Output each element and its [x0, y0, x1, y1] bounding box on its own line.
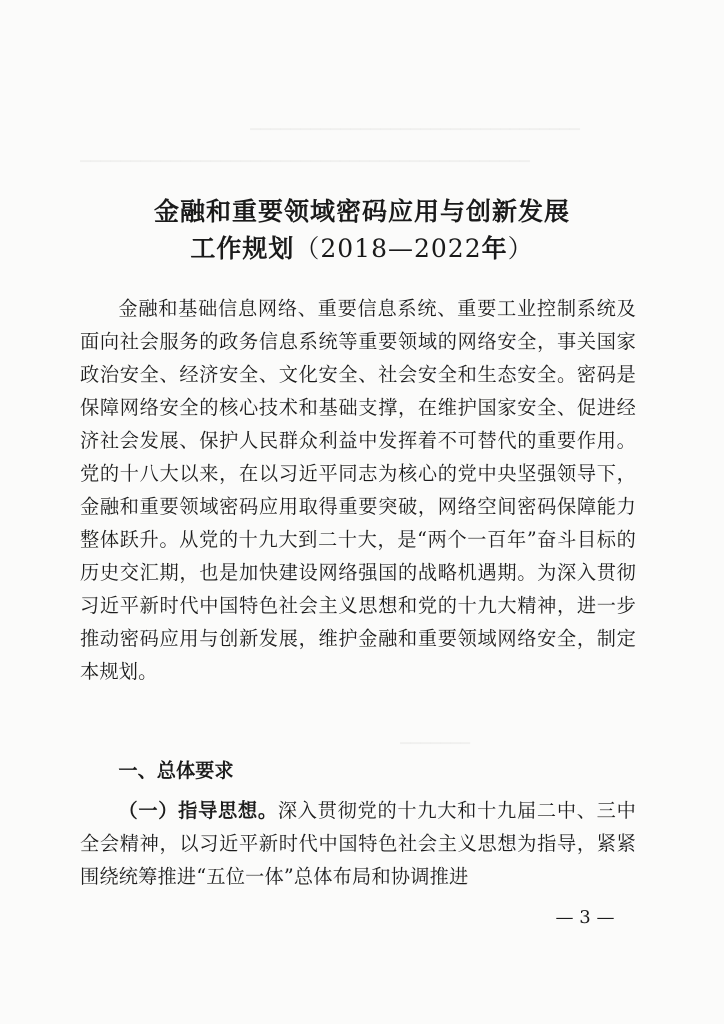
guiding-thought-lead: （一）指导思想。 [118, 799, 278, 822]
document-title-line-2 [0, 229, 724, 265]
section-heading-general-requirements: 一、总体要求 [118, 759, 234, 782]
title-text: 工作规划 [190, 234, 295, 263]
guiding-thought-paragraph [80, 794, 636, 893]
intro-paragraph: 金融和基础信息网络、重要信息系统、重要工业控制系统及面向社会服务的政务信息系统等重要领域的网络安全，事关国家政治安全、经济安全、文化安全、社会安全和生态安全。密码是保障网络安全的核心技术和基础支撑，在维护国家安全、促进经济社会发展、保护人民群众利益中发挥着不可替代的重要作用。党的十八大以来，在以习近平同志为核心的党中央坚强领导下，金融和重要领域密码应用取得重要突破，网络空间密码保障能力整体跃升。从党的十九大到二十大，是“两个一百年”奋斗目标的历史交汇期，也是加快建设网络强国的战略机遇期。为深入贯彻习近平新时代中国特色社会主义思想和党的十九大精神，进一步推动密码应用与创新发展，维护金融和重要领域网络安全，制定本规划。 [80, 297, 636, 683]
title-year-char: 年 [481, 234, 508, 263]
reverse-side-bleed [250, 116, 580, 131]
reverse-side-bleed [80, 148, 530, 163]
guiding-thought-body: 深入贯彻党的十九大和十九届二中、三中全会精神，以习近平新时代中国特色社会主义思想为指导，紧紧围绕统筹推进“五位一体”总体布局和协调推进 [80, 799, 636, 888]
page-number: — 3 — [555, 907, 615, 928]
title-year-range: （2018—2022 [294, 234, 482, 263]
document-title-line-1: 金融和重要领域密码应用与创新发展 [153, 197, 570, 226]
title-year-close: ） [507, 234, 534, 263]
reverse-side-bleed [400, 730, 470, 745]
